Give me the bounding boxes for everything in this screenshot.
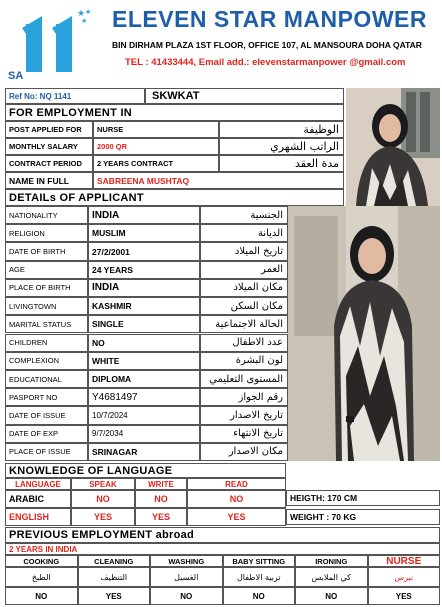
language-cell: NO [187, 490, 286, 508]
language-cell: YES [187, 508, 286, 526]
skill-arabic: كي الملابس [295, 567, 368, 587]
skill-header: IRONING [295, 555, 368, 567]
detail-row-arabic: العمر [200, 261, 288, 279]
detail-row-label: PLACE OF ISSUE [5, 443, 88, 461]
name-label: NAME IN FULL [5, 172, 93, 189]
svg-text:★: ★ [85, 9, 92, 16]
language-heading: KNOWLEDGE OF LANGUAGE [5, 463, 286, 478]
detail-row-arabic: تاريخ الميلاد [200, 242, 288, 260]
detail-row-label: PASPORT NO [5, 388, 88, 406]
employment-row-arabic: الراتب الشهري [219, 138, 344, 155]
detail-row-value: DIPLOMA [88, 370, 200, 388]
employment-row-value: NURSE [93, 121, 219, 138]
company-contact: TEL : 41433444, Email add.: elevenstarmanpower @gmail.com [125, 57, 406, 68]
detail-row-value: INDIA [88, 279, 200, 297]
skill-arabic: الطبخ [5, 567, 78, 587]
language-cell: ARABIC [5, 490, 71, 508]
detail-row-value: SINGLE [88, 315, 200, 333]
details-heading: DETAILs OF APPLICANT [5, 189, 344, 206]
language-column-header: WRITE [135, 478, 187, 490]
language-cell: YES [71, 508, 135, 526]
logo-subtext: SA [8, 70, 24, 82]
previous-years: 2 YEARS IN INDIA [5, 543, 440, 555]
svg-text:★: ★ [81, 18, 88, 25]
skill-value: YES [78, 587, 151, 605]
applicant-full-photo [288, 206, 440, 461]
name-value: SABREENA MUSHTAQ [93, 172, 344, 189]
height-value: HEIGTH: 170 CM [286, 490, 440, 506]
detail-row-label: DATE OF ISSUE [5, 406, 88, 424]
detail-row-label: PLACE OF BIRTH [5, 279, 88, 297]
detail-row-label: EDUCATIONAL [5, 370, 88, 388]
ref-code: SKWKAT [145, 88, 344, 104]
skill-arabic: تربية الاطفال [223, 567, 296, 587]
detail-row-arabic: مكان الميلاد [200, 279, 288, 297]
detail-row-value: KASHMIR [88, 297, 200, 315]
skill-arabic: نيرس [368, 567, 441, 587]
skill-header: BABY SITTING [223, 555, 296, 567]
skill-header: WASHING [150, 555, 223, 567]
detail-row-value: 27/2/2001 [88, 242, 200, 260]
language-cell: YES [135, 508, 187, 526]
employment-row-label: POST APPLIED FOR [5, 121, 93, 138]
company-name: ELEVEN STAR MANPOWER [112, 6, 427, 32]
company-logo [22, 6, 94, 72]
detail-row-arabic: المستوى التعليمي [200, 370, 288, 388]
language-cell: NO [135, 490, 187, 508]
applicant-portrait-photo [346, 88, 440, 206]
detail-row-label: NATIONALITY [5, 206, 88, 224]
employment-row-value: 2000 QR [93, 138, 219, 155]
skill-header: NURSE [368, 555, 441, 567]
detail-row-value: 10/7/2024 [88, 406, 200, 424]
skill-value: NO [295, 587, 368, 605]
language-column-header: LANGUAGE [5, 478, 71, 490]
employment-row-label: MONTHLY SALARY [5, 138, 93, 155]
previous-heading: PREVIOUS EMPLOYMENT abroad [5, 527, 440, 543]
detail-row-value: 24 YEARS [88, 261, 200, 279]
svg-text:★: ★ [77, 8, 86, 18]
detail-row-value: MUSLIM [88, 224, 200, 242]
detail-row-arabic: الديانة [200, 224, 288, 242]
detail-row-arabic: مكان السكن [200, 297, 288, 315]
skill-value: NO [223, 587, 296, 605]
detail-row-value: 9/7/2034 [88, 425, 200, 443]
detail-row-label: COMPLEXION [5, 352, 88, 370]
company-address: BIN DIRHAM PLAZA 1ST FLOOR, OFFICE 107, AL MANSOURA DOHA QATAR [112, 40, 422, 50]
detail-row-arabic: عدد الاطفال [200, 334, 288, 352]
language-column-header: SPEAK [71, 478, 135, 490]
detail-row-arabic: تاريخ الانتهاء [200, 425, 288, 443]
employment-row-arabic: مدة العقد [219, 155, 344, 172]
detail-row-value: WHITE [88, 352, 200, 370]
detail-row-label: RELIGION [5, 224, 88, 242]
detail-row-value: Y4681497 [88, 388, 200, 406]
employment-row-label: CONTRACT PERIOD [5, 155, 93, 172]
skill-value: NO [5, 587, 78, 605]
skill-value: YES [368, 587, 441, 605]
detail-row-value: SRINAGAR [88, 443, 200, 461]
detail-row-arabic: الجنسية [200, 206, 288, 224]
detail-row-label: MARITAL STATUS [5, 315, 88, 333]
language-column-header: READ [187, 478, 286, 490]
employment-row-arabic: الوظيفة [219, 121, 344, 138]
detail-row-arabic: الحالة الاجتماعية [200, 315, 288, 333]
skill-value: NO [150, 587, 223, 605]
detail-row-label: DATE OF BIRTH [5, 242, 88, 260]
language-cell: ENGLISH [5, 508, 71, 526]
detail-row-label: AGE [5, 261, 88, 279]
skill-arabic: التنظيف [78, 567, 151, 587]
employment-heading: FOR EMPLOYMENT IN [5, 104, 344, 121]
detail-row-value: INDIA [88, 206, 200, 224]
detail-row-label: DATE OF EXP [5, 425, 88, 443]
employment-row-value: 2 YEARS CONTRACT [93, 155, 219, 172]
detail-row-value: NO [88, 334, 200, 352]
skill-header: CLEANING [78, 555, 151, 567]
detail-row-arabic: لون البشرة [200, 352, 288, 370]
language-cell: NO [71, 490, 135, 508]
skill-arabic: الغسيل [150, 567, 223, 587]
ref-number: Ref No: NQ 1141 [5, 88, 145, 104]
skill-header: COOKING [5, 555, 78, 567]
detail-row-arabic: رقم الجواز [200, 388, 288, 406]
weight-value: WEIGHT : 70 KG [286, 509, 440, 525]
detail-row-arabic: مكان الاصدار [200, 443, 288, 461]
detail-row-label: CHILDREN [5, 334, 88, 352]
detail-row-label: LIVINGTOWN [5, 297, 88, 315]
detail-row-arabic: تاريخ الاصدار [200, 406, 288, 424]
